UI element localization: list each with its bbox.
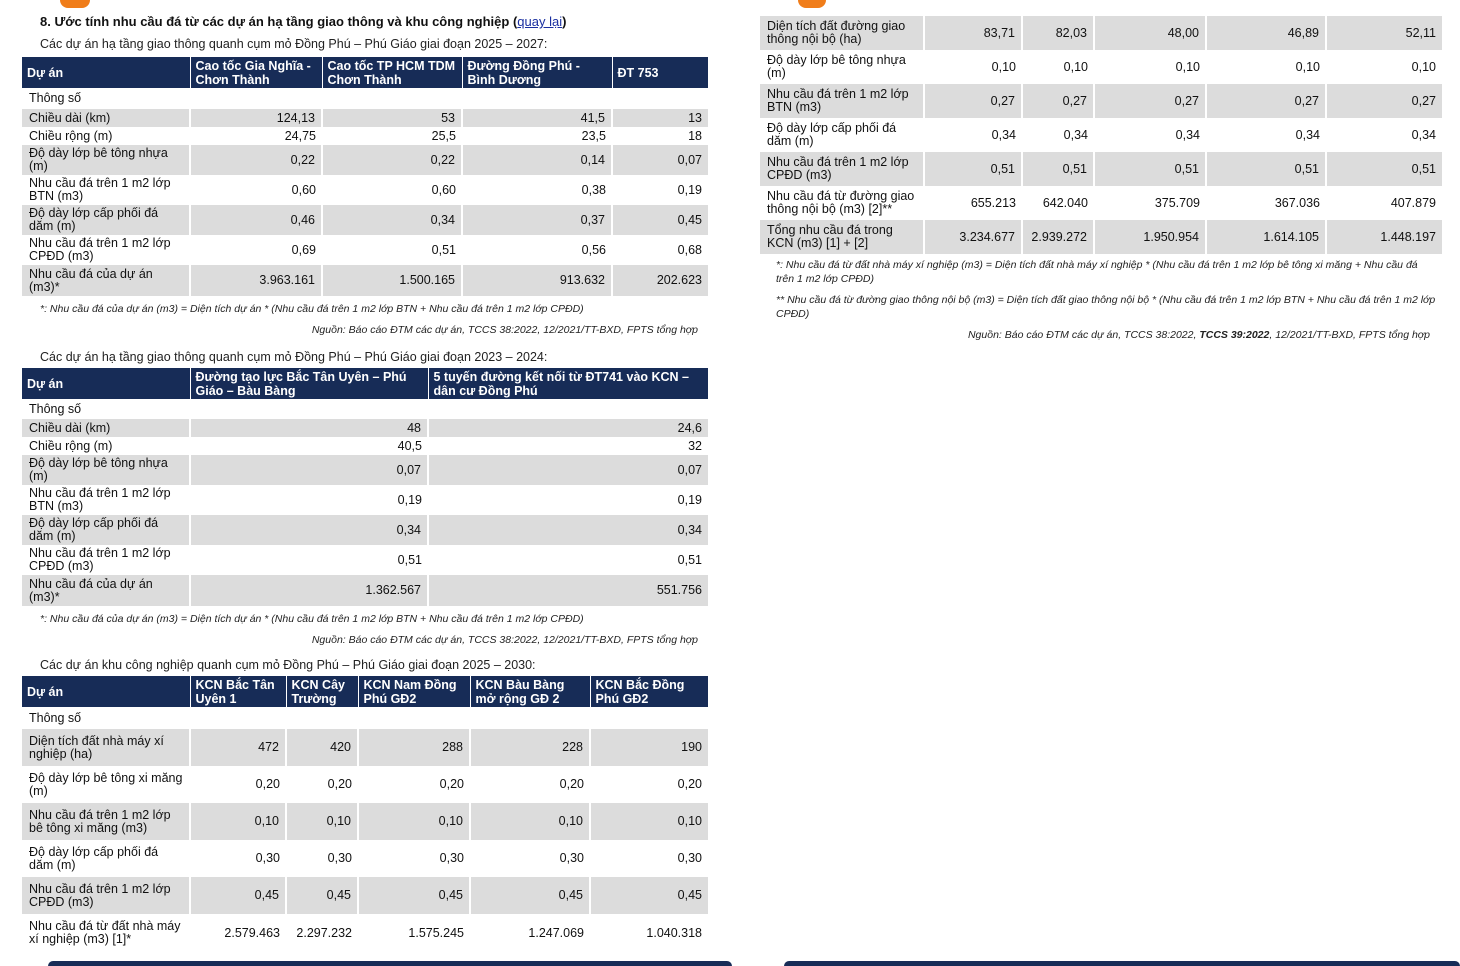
table1-cell: 0,45 [612, 205, 708, 235]
table1-row [22, 145, 708, 175]
table2-row-label: Nhu cầu đá trên 1 m2 lớp BTN (m3) [29, 486, 171, 513]
table3-header: KCN Bắc Tân Uyên 1 [190, 676, 286, 707]
table3-cont-cell: 375.709 [1154, 195, 1200, 210]
table3-cont-cell: 48,00 [1094, 16, 1206, 50]
table3-cell: 0,20 [439, 777, 464, 791]
table3-cont-row [760, 152, 1442, 186]
table3-cont-cell: 0,27 [924, 84, 1022, 118]
table2-row-label: Độ dày lớp cấp phối đá dăm (m) [22, 515, 190, 545]
orange-accent-right [798, 0, 826, 8]
table1-body [22, 109, 708, 296]
table3-cont-cell: 0,27 [1022, 84, 1094, 118]
table1-caption: Các dự án hạ tầng giao thông quanh cụm mỏ Đồng Phú – Phú Giáo giai đoạn 2025 – 2027: [40, 37, 548, 51]
table3-block [22, 658, 708, 952]
table3-cont-row [760, 118, 1442, 152]
table3-cell: 0,30 [255, 851, 280, 865]
table3-cont-cell: 0,27 [1094, 84, 1206, 118]
table3-cont-row-label: Nhu cầu đá trên 1 m2 lớp CPĐD (m3) [760, 152, 924, 186]
table2-row-label: Nhu cầu đá của dự án (m3)* [22, 575, 190, 606]
table1-cell: 202.623 [612, 265, 708, 296]
table1-cell: 0,07 [612, 145, 708, 175]
table2-row-label: Độ dày lớp bê tông nhựa (m) [22, 455, 190, 485]
table3-continued [760, 16, 1442, 254]
table3-cell: 0,20 [327, 777, 352, 791]
table1-section-row [22, 88, 708, 109]
table1-cell: 0,51 [431, 242, 456, 257]
table3-cell: 0,10 [286, 803, 358, 840]
right-source-b: TCCS 39:2022 [1199, 329, 1270, 341]
table3-header: KCN Bắc Đồng Phú GĐ2 [590, 676, 708, 707]
table3-row-label: Độ dày lớp cấp phối đá dăm (m) [29, 844, 159, 872]
table3-cont-cell: 0,51 [1094, 152, 1206, 186]
table2-section-label: Thông số [29, 401, 82, 416]
table3-header: Dự án [22, 676, 190, 707]
table2-cell: 0,07 [190, 455, 428, 485]
table3-cell: 2.579.463 [224, 925, 280, 940]
table1-cell: 0,56 [581, 242, 606, 257]
orange-accent-left [60, 0, 90, 8]
footer-bar-right [784, 961, 1460, 966]
table3-cont-cell: 3.234.677 [924, 220, 1022, 254]
note-factory: *: Nhu cầu đá từ đất nhà máy xí nghiệp (m3) = Diện tích đất nhà máy xí nghiệp * (Nhu cầu đá trên 1 m2 lớp bê tông xi măng + Nhu cầu đá trên 1 m2 lớp CPĐD) [776, 259, 1418, 285]
table3-cont-cell: 0,51 [1022, 152, 1094, 186]
table3-cell: 0,45 [358, 877, 470, 914]
table3-row [22, 840, 708, 877]
table3-cell: 0,20 [255, 777, 280, 791]
table2-source: Nguồn: Báo cáo ĐTM các dự án, TCCS 38:2022, 12/2021/TT-BXD, FPTS tổng hợp [311, 634, 698, 646]
table3-row-label: Nhu cầu đá trên 1 m2 lớp bê tông xi măng (m3) [22, 803, 190, 840]
table2-cell: 1.362.567 [190, 575, 428, 606]
table2-cell: 48 [190, 419, 428, 437]
table1-cell: 0,60 [291, 182, 316, 197]
table3-cont-cell: 1.950.954 [1094, 220, 1206, 254]
table2-cell: 40,5 [397, 438, 422, 453]
table3-cont-row [760, 50, 1442, 84]
table3-cont-row-label: Độ dày lớp bê tông nhựa (m) [767, 53, 906, 80]
table2-block [22, 350, 708, 646]
table3-cont-cell: 0,27 [1206, 84, 1326, 118]
table2-cell: 0,34 [190, 515, 428, 545]
table3-cont-cell: 0,10 [1295, 59, 1320, 74]
table3-cell: 2.297.232 [296, 925, 352, 940]
table3-cont-row [760, 186, 1442, 220]
table2-row [22, 485, 708, 515]
table1-row [22, 127, 708, 145]
table3-section-label: Thông số [29, 710, 82, 725]
table3-row-label: Diện tích đất nhà máy xí nghiệp (ha) [22, 729, 190, 766]
table1-row [22, 205, 708, 235]
table3-cell: 472 [190, 729, 286, 766]
table3-cell: 0,30 [559, 851, 584, 865]
table1-cell: 0,22 [322, 145, 462, 175]
table1-cell: 0,22 [190, 145, 322, 175]
table3-cont-cell: 642.040 [1042, 195, 1088, 210]
table3-cont-cell: 1.448.197 [1326, 220, 1442, 254]
table2-cell: 0,34 [428, 515, 708, 545]
table2-row [22, 515, 708, 545]
table3-cell: 0,20 [677, 777, 702, 791]
table3-row [22, 729, 708, 766]
heading-text: 8. Ước tính nhu cầu đá từ các dự án hạ tầng giao thông và khu công nghiệp ( [40, 14, 518, 29]
table3-cell: 0,45 [590, 877, 708, 914]
table1-note: *: Nhu cầu đá của dự án (m3) = Diện tích dự án * (Nhu cầu đá trên 1 m2 lớp BTN + Nhu cầu đá trên 1 m2 lớp CPĐD) [40, 303, 584, 315]
right-source-c: , 12/2021/TT-BXD, FPTS tổng hợp [1269, 329, 1430, 341]
table1-row [22, 109, 708, 127]
table2-note: *: Nhu cầu đá của dự án (m3) = Diện tích dự án * (Nhu cầu đá trên 1 m2 lớp BTN + Nhu cầu đá trên 1 m2 lớp CPĐD) [40, 613, 584, 625]
table3 [22, 676, 708, 952]
table3-cont-cell: 0,10 [1063, 59, 1088, 74]
table3-cont-row [760, 16, 1442, 50]
table3-cont-cell: 0,34 [1063, 127, 1088, 142]
table1-row-label: Nhu cầu đá trên 1 m2 lớp BTN (m3) [29, 176, 171, 203]
table1-cell: 0,69 [291, 242, 316, 257]
table1-cell: 0,68 [677, 242, 702, 257]
table1-header: Dự án [22, 57, 190, 88]
table3-cont-cell: 0,27 [1326, 84, 1442, 118]
table2-caption: Các dự án hạ tầng giao thông quanh cụm mỏ Đồng Phú – Phú Giáo giai đoạn 2023 – 2024: [40, 350, 548, 364]
table2-header: 5 tuyến đường kết nối từ ĐT741 vào KCN – dân cư Đồng Phú [428, 368, 708, 399]
table3-cont-cell: 0,34 [991, 127, 1016, 142]
table3-row-label: Nhu cầu đá trên 1 m2 lớp CPĐD (m3) [22, 877, 190, 914]
table2-cell: 0,51 [677, 552, 702, 567]
table3-cont-cell: 407.879 [1390, 195, 1436, 210]
table3-cont-cell: 83,71 [924, 16, 1022, 50]
table3-cont-cell: 82,03 [1022, 16, 1094, 50]
table3-cont-row-label: Nhu cầu đá từ đường giao thông nội bộ (m3) [2]** [767, 189, 915, 216]
table3-cont-cell: 0,51 [924, 152, 1022, 186]
table3-cont-cell: 0,51 [1326, 152, 1442, 186]
table3-cont-row-label: Độ dày lớp cấp phối đá dăm (m) [767, 121, 897, 148]
table3-row [22, 766, 708, 803]
table3-cont-cell: 1.614.105 [1206, 220, 1326, 254]
table1-cell: 25,5 [431, 128, 456, 143]
table1-block [22, 37, 708, 336]
table1-cell: 13 [612, 109, 708, 127]
table1-cell: 18 [688, 128, 702, 143]
right-source-a: Nguồn: Báo cáo ĐTM các dự án, TCCS 38:2022, [967, 329, 1200, 341]
table1-cell: 53 [322, 109, 462, 127]
table3-cont-cell: 655.213 [970, 195, 1016, 210]
table3-header-row [22, 676, 708, 707]
table3-cell: 190 [590, 729, 708, 766]
table2-row [22, 545, 708, 575]
section-heading [40, 14, 566, 29]
table3-header: KCN Cây Trường [286, 676, 358, 707]
table1-row-label: Độ dày lớp bê tông nhựa (m) [22, 145, 190, 175]
table3-cell: 0,10 [358, 803, 470, 840]
table1-source: Nguồn: Báo cáo ĐTM các dự án, TCCS 38:2022, 12/2021/TT-BXD, FPTS tổng hợp [311, 324, 698, 336]
table2-row [22, 419, 708, 437]
table1-header: Đường Đồng Phú - Bình Dương [462, 57, 612, 88]
table2 [22, 368, 708, 606]
table1-section-label: Thông số [29, 91, 82, 105]
table3-cell: 0,10 [470, 803, 590, 840]
table1-header-row [22, 57, 708, 88]
table1-cell: 0,37 [462, 205, 612, 235]
table2-header: Đường tạo lực Bắc Tân Uyên – Phú Giáo – Bàu Bàng [190, 368, 428, 399]
table2-cell: 0,19 [677, 492, 702, 507]
table3-cell: 0,30 [439, 851, 464, 865]
table1-row-label: Nhu cầu đá trên 1 m2 lớp CPĐD (m3) [29, 236, 171, 263]
table1-row [22, 235, 708, 265]
table1 [22, 57, 708, 296]
table3-cont-cell: 367.036 [1274, 195, 1320, 210]
table3-row-label: Nhu cầu đá từ đất nhà máy xí nghiệp (m3) [1]* [29, 919, 181, 946]
table3-header: KCN Nam Đồng Phú GĐ2 [358, 676, 470, 707]
table1-row-label: Chiều rộng (m) [29, 128, 113, 143]
table3-body [22, 729, 708, 952]
table2-body [22, 419, 708, 606]
table2-cell: 0,19 [397, 492, 422, 507]
table2-header: Dự án [22, 368, 190, 399]
table2-cell: 0,51 [397, 552, 422, 567]
table2-row-label: Nhu cầu đá trên 1 m2 lớp CPĐD (m3) [29, 546, 171, 573]
table3-cell: 0,45 [470, 877, 590, 914]
table3-cont-cell: 0,10 [1175, 59, 1200, 74]
heading-close: ) [562, 14, 567, 29]
back-link[interactable]: quay lại [517, 14, 563, 29]
table3-cell: 0,30 [327, 851, 352, 865]
table1-row-label: Độ dày lớp cấp phối đá dăm (m) [22, 205, 190, 235]
table1-cell: 23,5 [581, 128, 606, 143]
table3-caption: Các dự án khu công nghiệp quanh cụm mỏ Đồng Phú – Phú Giáo giai đoạn 2025 – 2030: [40, 658, 536, 672]
table3-cell: 0,30 [677, 851, 702, 865]
table3-cell: 288 [358, 729, 470, 766]
table3-row [22, 914, 708, 952]
footer-bar-left [48, 961, 732, 966]
table2-cell: 551.756 [428, 575, 708, 606]
table1-row [22, 175, 708, 205]
table1-cell: 24,75 [284, 128, 316, 143]
table3-cell: 1.247.069 [528, 925, 584, 940]
table3-cont-cell: 0,34 [1295, 127, 1320, 142]
table1-cell: 0,46 [190, 205, 322, 235]
table1-header: ĐT 753 [612, 57, 708, 88]
table3-cont-cell: 0,34 [1411, 127, 1436, 142]
table3-cell: 0,45 [286, 877, 358, 914]
table1-cell: 0,34 [322, 205, 462, 235]
table3-cont-cell: 0,51 [1206, 152, 1326, 186]
table1-cell: 0,60 [431, 182, 456, 197]
table3-cont-cell: 52,11 [1326, 16, 1442, 50]
table3-cont-cell: 46,89 [1206, 16, 1326, 50]
table1-cell: 0,19 [677, 182, 702, 197]
table1-row-label: Chiều dài (km) [22, 109, 190, 127]
table3-cont-cell: 2.939.272 [1022, 220, 1094, 254]
table2-row [22, 437, 708, 455]
table3-cell: 228 [470, 729, 590, 766]
table2-cell: 32 [688, 438, 702, 453]
table3-cont-row-label: Nhu cầu đá trên 1 m2 lớp BTN (m3) [760, 84, 924, 118]
table3-cell: 0,20 [559, 777, 584, 791]
table3-row [22, 803, 708, 840]
table3-continued-body [760, 16, 1442, 254]
table2-cell: 0,07 [428, 455, 708, 485]
table2-cell: 24,6 [428, 419, 708, 437]
table2-row [22, 575, 708, 606]
table3-section-row [22, 707, 708, 729]
table3-cont-row [760, 220, 1442, 254]
table3-cell: 0,45 [190, 877, 286, 914]
table1-cell: 0,14 [462, 145, 612, 175]
table3-cell: 0,10 [190, 803, 286, 840]
right-source [776, 329, 1436, 341]
table3-header: KCN Bàu Bàng mở rộng GĐ 2 [470, 676, 590, 707]
table1-row-label: Nhu cầu đá của dự án (m3)* [22, 265, 190, 296]
table2-row-label: Chiều rộng (m) [29, 438, 113, 453]
table1-cell: 0,38 [581, 182, 606, 197]
table1-cell: 913.632 [462, 265, 612, 296]
table2-row [22, 455, 708, 485]
table2-section-row [22, 399, 708, 419]
table1-cell: 1.500.165 [322, 265, 462, 296]
table3-row [22, 877, 708, 914]
table1-header: Cao tốc Gia Nghĩa - Chơn Thành [190, 57, 322, 88]
table3-cell: 0,10 [590, 803, 708, 840]
table3-cont-cell: 0,10 [991, 59, 1016, 74]
table1-row [22, 265, 708, 296]
table3-cont-row [760, 84, 1442, 118]
table3-cont-cell: 0,10 [1411, 59, 1436, 74]
table2-row-label: Chiều dài (km) [22, 419, 190, 437]
table2-header-row [22, 368, 708, 399]
table1-cell: 124,13 [190, 109, 322, 127]
table1-cell: 3.963.161 [190, 265, 322, 296]
table1-header: Cao tốc TP HCM TDM Chơn Thành [322, 57, 462, 88]
table3-cell: 1.040.318 [646, 925, 702, 940]
table3-cont-row-label: Diện tích đất đường giao thông nội bộ (ha) [760, 16, 924, 50]
table3-cont-row-label: Tổng nhu cầu đá trong KCN (m3) [1] + [2] [760, 220, 924, 254]
table3-cell: 1.575.245 [408, 925, 464, 940]
note-roads: ** Nhu cầu đá từ đường giao thông nội bộ (m3) = Diện tích đất giao thông nội bộ * (Nhu cầu đá trên 1 m2 lớp BTN + Nhu cầu đá trên 1 m2 lớp CPĐD) [776, 294, 1436, 320]
table1-cell: 41,5 [462, 109, 612, 127]
table3-cell: 420 [286, 729, 358, 766]
table3-row-label: Độ dày lớp bê tông xi măng (m) [29, 770, 183, 798]
right-notes [776, 258, 1436, 341]
table3-cont-cell: 0,34 [1175, 127, 1200, 142]
